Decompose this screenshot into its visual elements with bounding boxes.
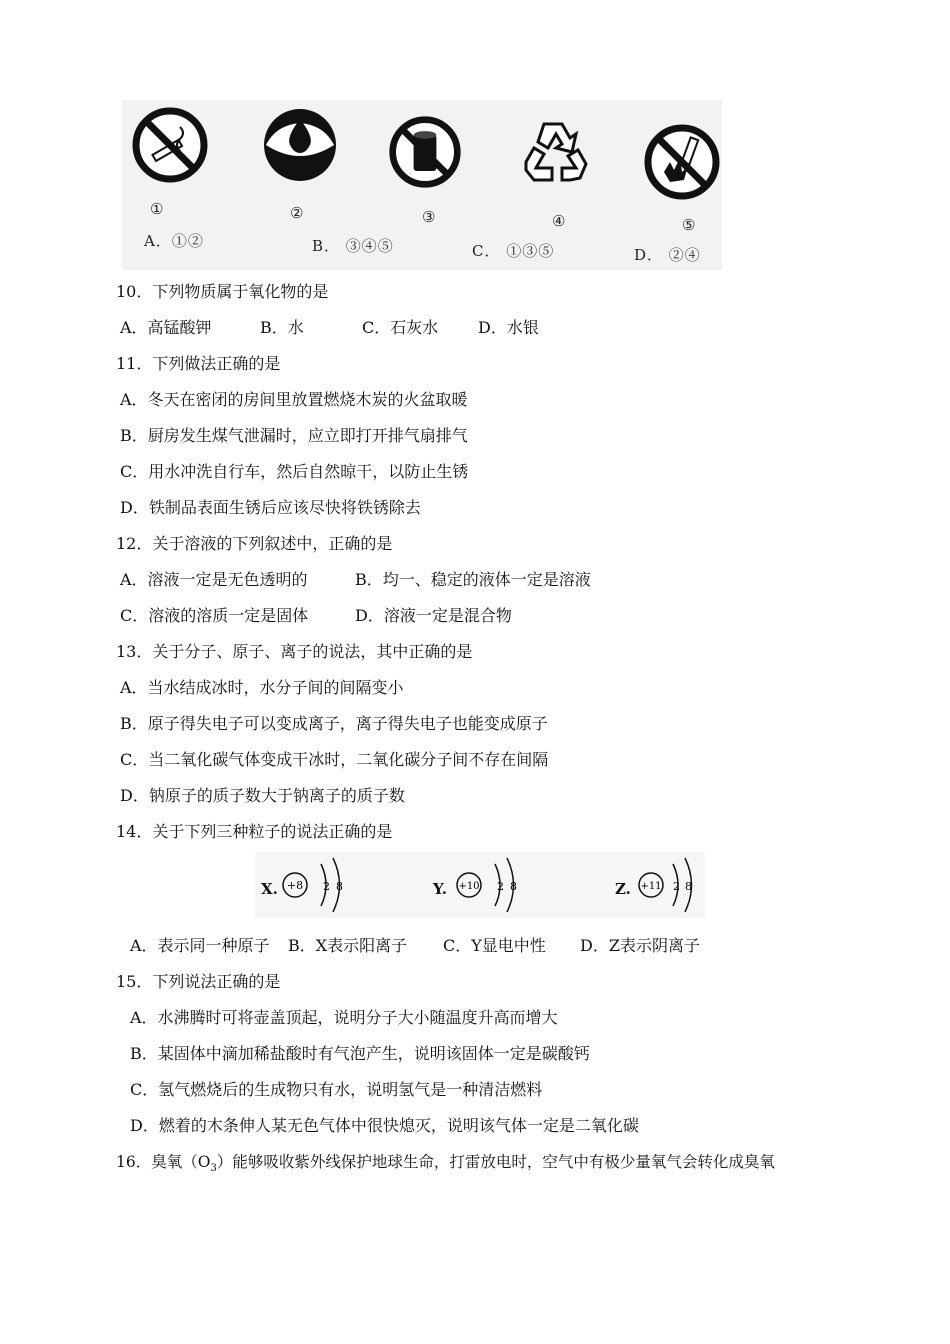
q14-option-d: D．Z表示阴离子 — [580, 936, 700, 955]
particle-z-diagram — [635, 852, 705, 918]
particle-diagrams — [255, 852, 705, 918]
particle-y-shell-1: 2 — [497, 880, 504, 893]
q12-option-a: A．溶液一定是无色透明的 — [120, 570, 308, 589]
figure-option-d: D． ②④ — [634, 246, 701, 264]
figure-option-c: C． ①③⑤ — [472, 242, 555, 260]
q10-option-d: D．水银 — [478, 318, 539, 337]
particle-y-shell-2: 8 — [510, 880, 517, 893]
q16-stem-subscript: 3 — [210, 1163, 217, 1175]
q11-option-c: C．用水冲洗自行车，然后自然晾干，以防止生锈 — [120, 462, 469, 481]
q14-option-c: C．Y显电中性 — [443, 936, 546, 955]
q15-option-d: D．燃着的木条伸人某无色气体中很快熄灭，说明该气体一定是二氧化碳 — [130, 1116, 639, 1135]
particle-y-diagram — [453, 852, 563, 918]
q10-option-c: C．石灰水 — [362, 318, 439, 337]
water-saving-icon — [260, 105, 340, 185]
no-dumping-icon — [387, 114, 463, 190]
particle-z-label: Z. — [615, 880, 631, 898]
particle-z-shell-2: 8 — [685, 880, 692, 893]
particle-x-nucleus: +8 — [286, 879, 304, 892]
q15-option-b: B．某固体中滴加稀盐酸时有气泡产生，说明该固体一定是碳酸钙 — [130, 1044, 590, 1063]
q13-option-a: A．当水结成冰时，水分子间的间隔变小 — [120, 678, 404, 697]
q15-option-c: C．氢气燃烧后的生成物只有水，说明氢气是一种清洁燃料 — [130, 1080, 543, 1099]
particle-x-shell-2: 8 — [336, 880, 343, 893]
q15-stem: 15．下列说法正确的是 — [116, 972, 281, 991]
q13-stem: 13．关于分子、原子、离子的说法，其中正确的是 — [116, 642, 473, 661]
q14-option-b: B．X表示阳离子 — [288, 936, 408, 955]
signs-figure — [122, 100, 722, 270]
particle-x-diagram — [279, 852, 389, 918]
sign-label-1: ① — [150, 200, 164, 218]
sign-label-3: ③ — [422, 208, 436, 226]
q12-option-c: C．溶液的溶质一定是固体 — [120, 606, 309, 625]
q12-stem: 12．关于溶液的下列叙述中，正确的是 — [116, 534, 393, 553]
q11-option-b: B．厨房发生煤气泄漏时，应立即打开排气扇排气 — [120, 426, 468, 445]
q11-option-a: A．冬天在密闭的房间里放置燃烧木炭的火盆取暖 — [120, 390, 468, 409]
particle-y-nucleus: +10 — [458, 881, 480, 892]
q10-option-a: A．高锰酸钾 — [120, 318, 212, 337]
q13-option-b: B．原子得失电子可以变成离子，离子得失电子也能变成原子 — [120, 714, 548, 733]
particle-y-label: Y. — [433, 880, 447, 898]
sign-label-5: ⑤ — [682, 216, 696, 234]
q14-option-a: A．表示同一种原子 — [130, 936, 270, 955]
particle-x-shell-1: 2 — [323, 880, 330, 893]
q14-stem: 14．关于下列三种粒子的说法正确的是 — [116, 822, 393, 841]
q12-option-d: D．溶液一定是混合物 — [355, 606, 512, 625]
q13-option-d: D．钠原子的质子数大于钠离子的质子数 — [120, 786, 405, 805]
figure-option-a: A．①② — [144, 232, 204, 250]
sign-label-2: ② — [290, 204, 304, 222]
q11-option-d: D．铁制品表面生锈后应该尽快将铁锈除去 — [120, 498, 421, 517]
q16-stem-part-2: ）能够吸收紫外线保护地球生命，打雷放电时，空气中有极少量氧气会转化成臭氧 — [216, 1153, 775, 1171]
q15-option-a: A．水沸腾时可将壶盖顶起，说明分子大小随温度升高而增大 — [130, 1008, 558, 1027]
particle-z-shell-1: 2 — [673, 880, 680, 893]
no-smoking-icon — [130, 105, 210, 185]
q12-option-b: B．均一、稳定的液体一定是溶液 — [355, 570, 591, 589]
particle-x-label: X. — [261, 880, 278, 898]
q13-option-c: C．当二氧化碳气体变成干冰时，二氧化碳分子间不存在间隔 — [120, 750, 549, 769]
figure-option-b: B． ③④⑤ — [312, 237, 394, 255]
q16-stem — [116, 1152, 775, 1179]
sign-label-4: ④ — [552, 212, 566, 230]
q16-stem-part-1: 16．臭氧（O — [116, 1153, 211, 1171]
recycling-icon — [514, 114, 594, 194]
q10-option-b: B．水 — [260, 318, 304, 337]
particle-z-nucleus: +11 — [640, 881, 662, 892]
q10-stem: 10．下列物质属于氧化物的是 — [116, 282, 329, 301]
q11-stem: 11．下列做法正确的是 — [116, 354, 281, 373]
no-fireworks-icon — [642, 122, 722, 202]
